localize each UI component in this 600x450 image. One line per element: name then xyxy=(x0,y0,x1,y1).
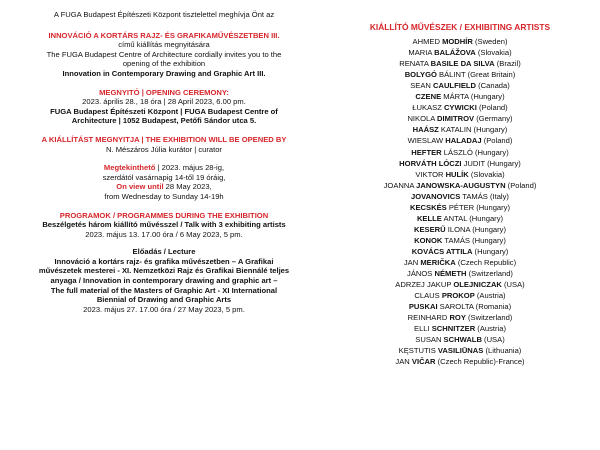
artist-item xyxy=(330,290,590,301)
artist-item xyxy=(330,135,590,146)
artist-item xyxy=(330,279,590,290)
artist-first-name: KĘSTUTIS xyxy=(398,346,438,356)
artist-item xyxy=(330,47,590,58)
artists-column xyxy=(330,22,590,367)
artist-item xyxy=(330,58,590,69)
artist-last-name: ROY xyxy=(449,313,466,323)
artist-last-name: CZENE xyxy=(415,92,442,102)
artist-last-name: JANOWSKA-AUGUSTYN xyxy=(416,180,506,190)
artist-first-name: WIESLAW xyxy=(407,136,446,146)
artist-item xyxy=(330,213,590,224)
artist-last-name: PUSKAI xyxy=(408,302,438,312)
artist-last-name: VIČAR xyxy=(411,357,436,367)
artist-last-name: KECSKÉS xyxy=(409,202,447,212)
artist-item xyxy=(330,323,590,334)
view-dates-en xyxy=(14,182,314,192)
artist-item xyxy=(330,113,590,124)
artist-last-name: JOVANOVICS xyxy=(411,191,461,201)
artist-details: JUDIT (Hungary) xyxy=(461,158,521,168)
view-dates-hu-text: | 2023. május 28-ig, xyxy=(155,163,225,173)
artist-list xyxy=(330,36,590,367)
view-label-en: On view until xyxy=(116,182,164,192)
artist-last-name: HULÍK xyxy=(445,169,469,179)
artist-last-name: MERIČKA xyxy=(420,257,456,267)
opener-heading: A KIÁLLÍTÁST MEGNYITJA | THE EXHIBITION WILL BE OPENED BY xyxy=(41,134,287,144)
artist-first-name: JAN xyxy=(403,257,421,267)
artist-first-name: RENATA xyxy=(399,59,431,69)
artist-first-name: SEAN xyxy=(410,81,433,91)
artist-last-name: BASILE DA SILVA xyxy=(430,59,495,69)
artist-details: (Sweden) xyxy=(472,37,508,47)
artist-last-name: BALÁŽOVA xyxy=(434,48,476,58)
artist-last-name: VASILIŪNAS xyxy=(437,346,484,356)
artist-details: MÁRTA (Hungary) xyxy=(441,92,505,102)
artist-first-name: ADRZEJ JAKUP xyxy=(395,280,454,290)
artist-item xyxy=(330,80,590,91)
artist-last-name: KELLE xyxy=(416,213,442,223)
artist-item xyxy=(330,180,590,191)
artist-details: (Canada) xyxy=(476,81,510,91)
ceremony-date: 2023. április 28., 18 óra | 28 April 2023, 6.00 pm. xyxy=(82,97,246,107)
lecture-line-5: Biennial of Drawing and Graphic Arts xyxy=(96,295,232,305)
artist-first-name: JAN xyxy=(395,357,412,367)
artist-last-name: SCHNITZER xyxy=(431,324,476,334)
artist-last-name: MODHÍR xyxy=(442,37,473,47)
exhibition-title-en: Innovation in Contemporary Drawing and Graphic Art III. xyxy=(62,68,266,78)
artist-item xyxy=(330,202,590,213)
artist-details: TAMÁS (Italy) xyxy=(460,191,509,201)
artist-details: ILONA (Hungary) xyxy=(445,224,506,234)
artist-item xyxy=(330,257,590,268)
artist-first-name: ELLI xyxy=(414,324,432,334)
exhibition-subtitle-hu: című kiállítás megnyitására xyxy=(118,40,210,50)
artist-item xyxy=(330,246,590,257)
artist-last-name: CYWICKI xyxy=(443,103,477,113)
lecture-date: 2023. május 27. 17.00 óra / 27 May 2023, 5 pm. xyxy=(83,304,245,314)
artist-details: (Austria) xyxy=(474,291,506,301)
artist-first-name: NIKOLA xyxy=(407,114,437,124)
artist-details: SAROLTA (Romania) xyxy=(437,302,512,312)
artist-last-name: HALADAJ xyxy=(445,136,482,146)
artist-details: (Germany) xyxy=(474,114,513,124)
artist-details: (Austria) xyxy=(475,324,506,334)
invite-line: A FUGA Budapest Építészeti Központ tisztelettel meghívja Önt az xyxy=(53,10,275,19)
artist-item xyxy=(330,301,590,312)
artist-details: KATALIN (Hungary) xyxy=(438,125,508,135)
ceremony-heading: MEGNYITÓ | OPENING CEREMONY: xyxy=(99,87,229,97)
artist-item xyxy=(330,224,590,235)
artist-item xyxy=(330,147,590,158)
artist-first-name: VIKTOR xyxy=(415,169,446,179)
artist-last-name: NÉMETH xyxy=(434,269,467,279)
artists-heading: KIÁLLÍTÓ MŰVÉSZEK / EXHIBITING ARTISTS xyxy=(369,22,551,32)
artist-item xyxy=(330,334,590,345)
venue-line-1: FUGA Budapest Építészeti Központ | FUGA Budapest Centre of xyxy=(50,106,278,116)
artist-first-name: AHMED xyxy=(412,37,443,47)
artist-item xyxy=(330,124,590,135)
artist-item xyxy=(330,69,590,80)
artist-first-name: ŁUKASZ xyxy=(412,103,444,113)
artist-first-name: CLAUS xyxy=(414,291,442,301)
lecture-line-1: Innováció a kortárs rajz- és grafika művészetben – A Grafikai xyxy=(54,256,274,266)
invite-en-line-1: The FUGA Budapest Centre of Architecture cordially invites you to the xyxy=(46,49,282,59)
artist-item xyxy=(330,158,590,169)
artist-first-name: REINHARD xyxy=(407,313,450,323)
artist-details: (Czech Republic)-France) xyxy=(435,357,525,367)
invitation-column xyxy=(14,10,314,314)
artist-details: (Hungary) xyxy=(472,246,509,256)
artist-details: LÁSZLÓ (Hungary) xyxy=(441,147,509,157)
artist-last-name: KOVÁCS ATTILA xyxy=(411,246,473,256)
artist-last-name: DIMITROV xyxy=(437,114,475,124)
artist-details: (Slovakia) xyxy=(468,169,505,179)
artist-first-name: SUSAN xyxy=(415,335,444,345)
artist-item xyxy=(330,36,590,47)
artist-last-name: KONOK xyxy=(414,235,443,245)
artist-details: (Poland) xyxy=(481,136,513,146)
lecture-line-3: anyaga / Innovation in contemporary drawing and graphic art – xyxy=(50,276,278,286)
artist-details: (Switzerland) xyxy=(465,313,513,323)
artist-details: BÁLINT (Great Britain) xyxy=(436,70,516,80)
artist-details: (Poland) xyxy=(505,180,537,190)
artist-item xyxy=(330,235,590,246)
view-days-en: from Wednesday to Sunday 14-19h xyxy=(104,191,224,201)
lecture-line-4: The full material of the Masters of Graphic Art - XI International xyxy=(50,285,278,295)
artist-last-name: HORVÁTH LÓCZI xyxy=(399,158,462,168)
exhibition-title-hu: INNOVÁCIÓ A KORTÁRS RAJZ- ÉS GRAFIKAMŰVÉSZETBEN III. xyxy=(48,30,280,40)
artist-last-name: CAULFIELD xyxy=(432,81,477,91)
talk-date: 2023. május 13. 17.00 óra / 6 May 2023, 5 pm. xyxy=(85,229,243,239)
artist-item xyxy=(330,102,590,113)
artist-details: ANTAL (Hungary) xyxy=(441,213,504,223)
artist-item xyxy=(330,345,590,356)
view-days-hu: szerdától vasárnapig 14-től 19 óráig, xyxy=(102,172,226,182)
talk-title: Beszélgetés három kiállító művésszel / Talk with 3 exhibiting artists xyxy=(42,220,286,230)
artist-item xyxy=(330,191,590,202)
artist-last-name: KESERŰ xyxy=(413,224,446,234)
artist-item xyxy=(330,91,590,102)
programs-heading: PROGRAMOK / PROGRAMMES DURING THE EXHIBITION xyxy=(59,210,269,220)
artist-first-name: MARIA xyxy=(408,48,435,58)
artist-item xyxy=(330,268,590,279)
artist-details: PÉTER (Hungary) xyxy=(446,202,511,212)
artist-item xyxy=(330,312,590,323)
artist-first-name: JÁNOS xyxy=(407,269,435,279)
artist-last-name: HAÁSZ xyxy=(412,125,439,135)
view-dates-hu xyxy=(14,163,314,173)
artist-last-name: OLEJNICZAK xyxy=(453,280,502,290)
artist-last-name: HEFTER xyxy=(411,147,442,157)
lecture-heading: Előadás / Lecture xyxy=(132,247,196,257)
artist-details: (Lithuania) xyxy=(483,346,522,356)
view-label-hu: Megtekinthető xyxy=(103,163,156,173)
artist-details: (Czech Republic) xyxy=(455,257,517,267)
artist-item xyxy=(330,169,590,180)
artist-first-name: JOANNA xyxy=(383,180,417,190)
artist-details: (Slovakia) xyxy=(475,48,512,58)
artist-details: (Brazil) xyxy=(494,59,521,69)
artist-details: (USA) xyxy=(481,335,505,345)
lecture-line-2: művészetek mesterei - XI. Nemzetközi Rajz és Grafikai Biennálé teljes xyxy=(38,266,290,276)
artist-item xyxy=(330,356,590,367)
view-dates-en-text: 28 May 2023, xyxy=(163,182,212,192)
artist-details: (USA) xyxy=(501,280,525,290)
venue-line-2: Architecture | 1052 Budapest, Petőfi Sándor utca 5. xyxy=(71,116,257,126)
artist-details: (Poland) xyxy=(476,103,508,113)
artist-details: (Switzerland) xyxy=(466,269,513,279)
artist-last-name: SCHWALB xyxy=(443,335,482,345)
opener-name: N. Mészáros Júlia kurátor | curator xyxy=(106,144,222,154)
artist-last-name: BOLYGÓ xyxy=(404,70,437,80)
invite-en-line-2: opening of the exhibition xyxy=(122,59,206,69)
artist-last-name: PROKOP xyxy=(441,291,475,301)
artist-details: TAMÁS (Hungary) xyxy=(442,235,506,245)
